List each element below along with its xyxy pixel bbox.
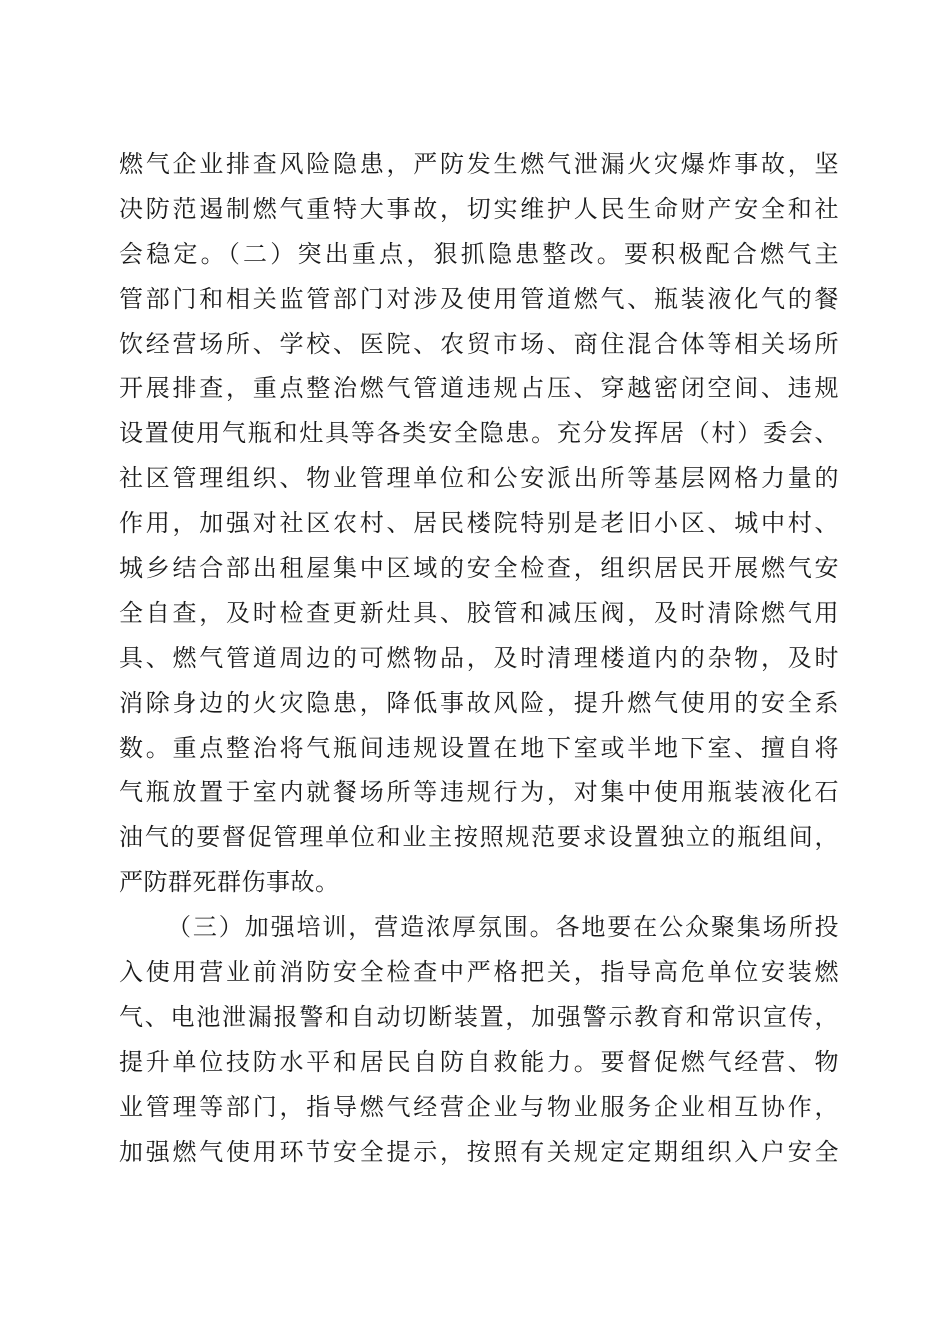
text-line-22: 业管理等部门，指导燃气经营企业与物业服务企业相互协作， — [119, 1092, 839, 1121]
text-line-2: 决防范遏制燃气重特大事故，切实维护人民生命财产安全和社 — [119, 194, 839, 223]
text-line-9: 作用，加强对社区农村、居民楼院特别是老旧小区、城中村、 — [119, 509, 839, 538]
text-line-15: 气瓶放置于室内就餐场所等违规行为，对集中使用瓶装液化石 — [119, 778, 839, 807]
text-line-12: 具、燃气管道周边的可燃物品，及时清理楼道内的杂物，及时 — [119, 643, 839, 672]
text-line-19: 入使用营业前消防安全检查中严格把关，指导高危单位安装燃 — [119, 958, 839, 987]
text-line-7: 设置使用气瓶和灶具等各类安全隐患。充分发挥居（村）委会、 — [119, 419, 839, 448]
text-line-3: 会稳定。（二）突出重点，狠抓隐患整改。要积极配合燃气主 — [119, 239, 839, 268]
text-line-5: 饮经营场所、学校、医院、农贸市场、商住混合体等相关场所 — [119, 329, 839, 358]
text-line-16: 油气的要督促管理单位和业主按照规范要求设置独立的瓶组间， — [119, 823, 839, 852]
text-line-6: 开展排查，重点整治燃气管道违规占压、穿越密闭空间、违规 — [119, 374, 839, 403]
text-line-1: 燃气企业排查风险隐患，严防发生燃气泄漏火灾爆炸事故，坚 — [119, 150, 839, 178]
text-line-10: 城乡结合部出租屋集中区域的安全检查，组织居民开展燃气安 — [119, 554, 839, 583]
text-line-23: 加强燃气使用环节安全提示，按照有关规定定期组织入户安全 — [119, 1137, 839, 1166]
text-line-11: 全自查，及时检查更新灶具、胶管和减压阀，及时清除燃气用 — [119, 598, 839, 627]
text-line-8: 社区管理组织、物业管理单位和公安派出所等基层网格力量的 — [119, 464, 839, 493]
text-line-4: 管部门和相关监管部门对涉及使用管道燃气、瓶装液化气的餐 — [119, 284, 839, 313]
text-line-13: 消除身边的火灾隐患，降低事故风险，提升燃气使用的安全系 — [119, 688, 839, 717]
text-line-17: 严防群死群伤事故。 — [119, 868, 340, 897]
text-line-20: 气、电池泄漏报警和自动切断装置，加强警示教育和常识宣传， — [119, 1002, 839, 1031]
section-heading-line: （三）加强培训，营造浓厚氛围。各地要在公众聚集场所投 — [167, 913, 839, 942]
text-line-14: 数。重点整治将气瓶间违规设置在地下室或半地下室、擅自将 — [119, 733, 839, 762]
body-text — [119, 142, 839, 1174]
text-line-21: 提升单位技防水平和居民自防自救能力。要督促燃气经营、物 — [119, 1047, 839, 1076]
